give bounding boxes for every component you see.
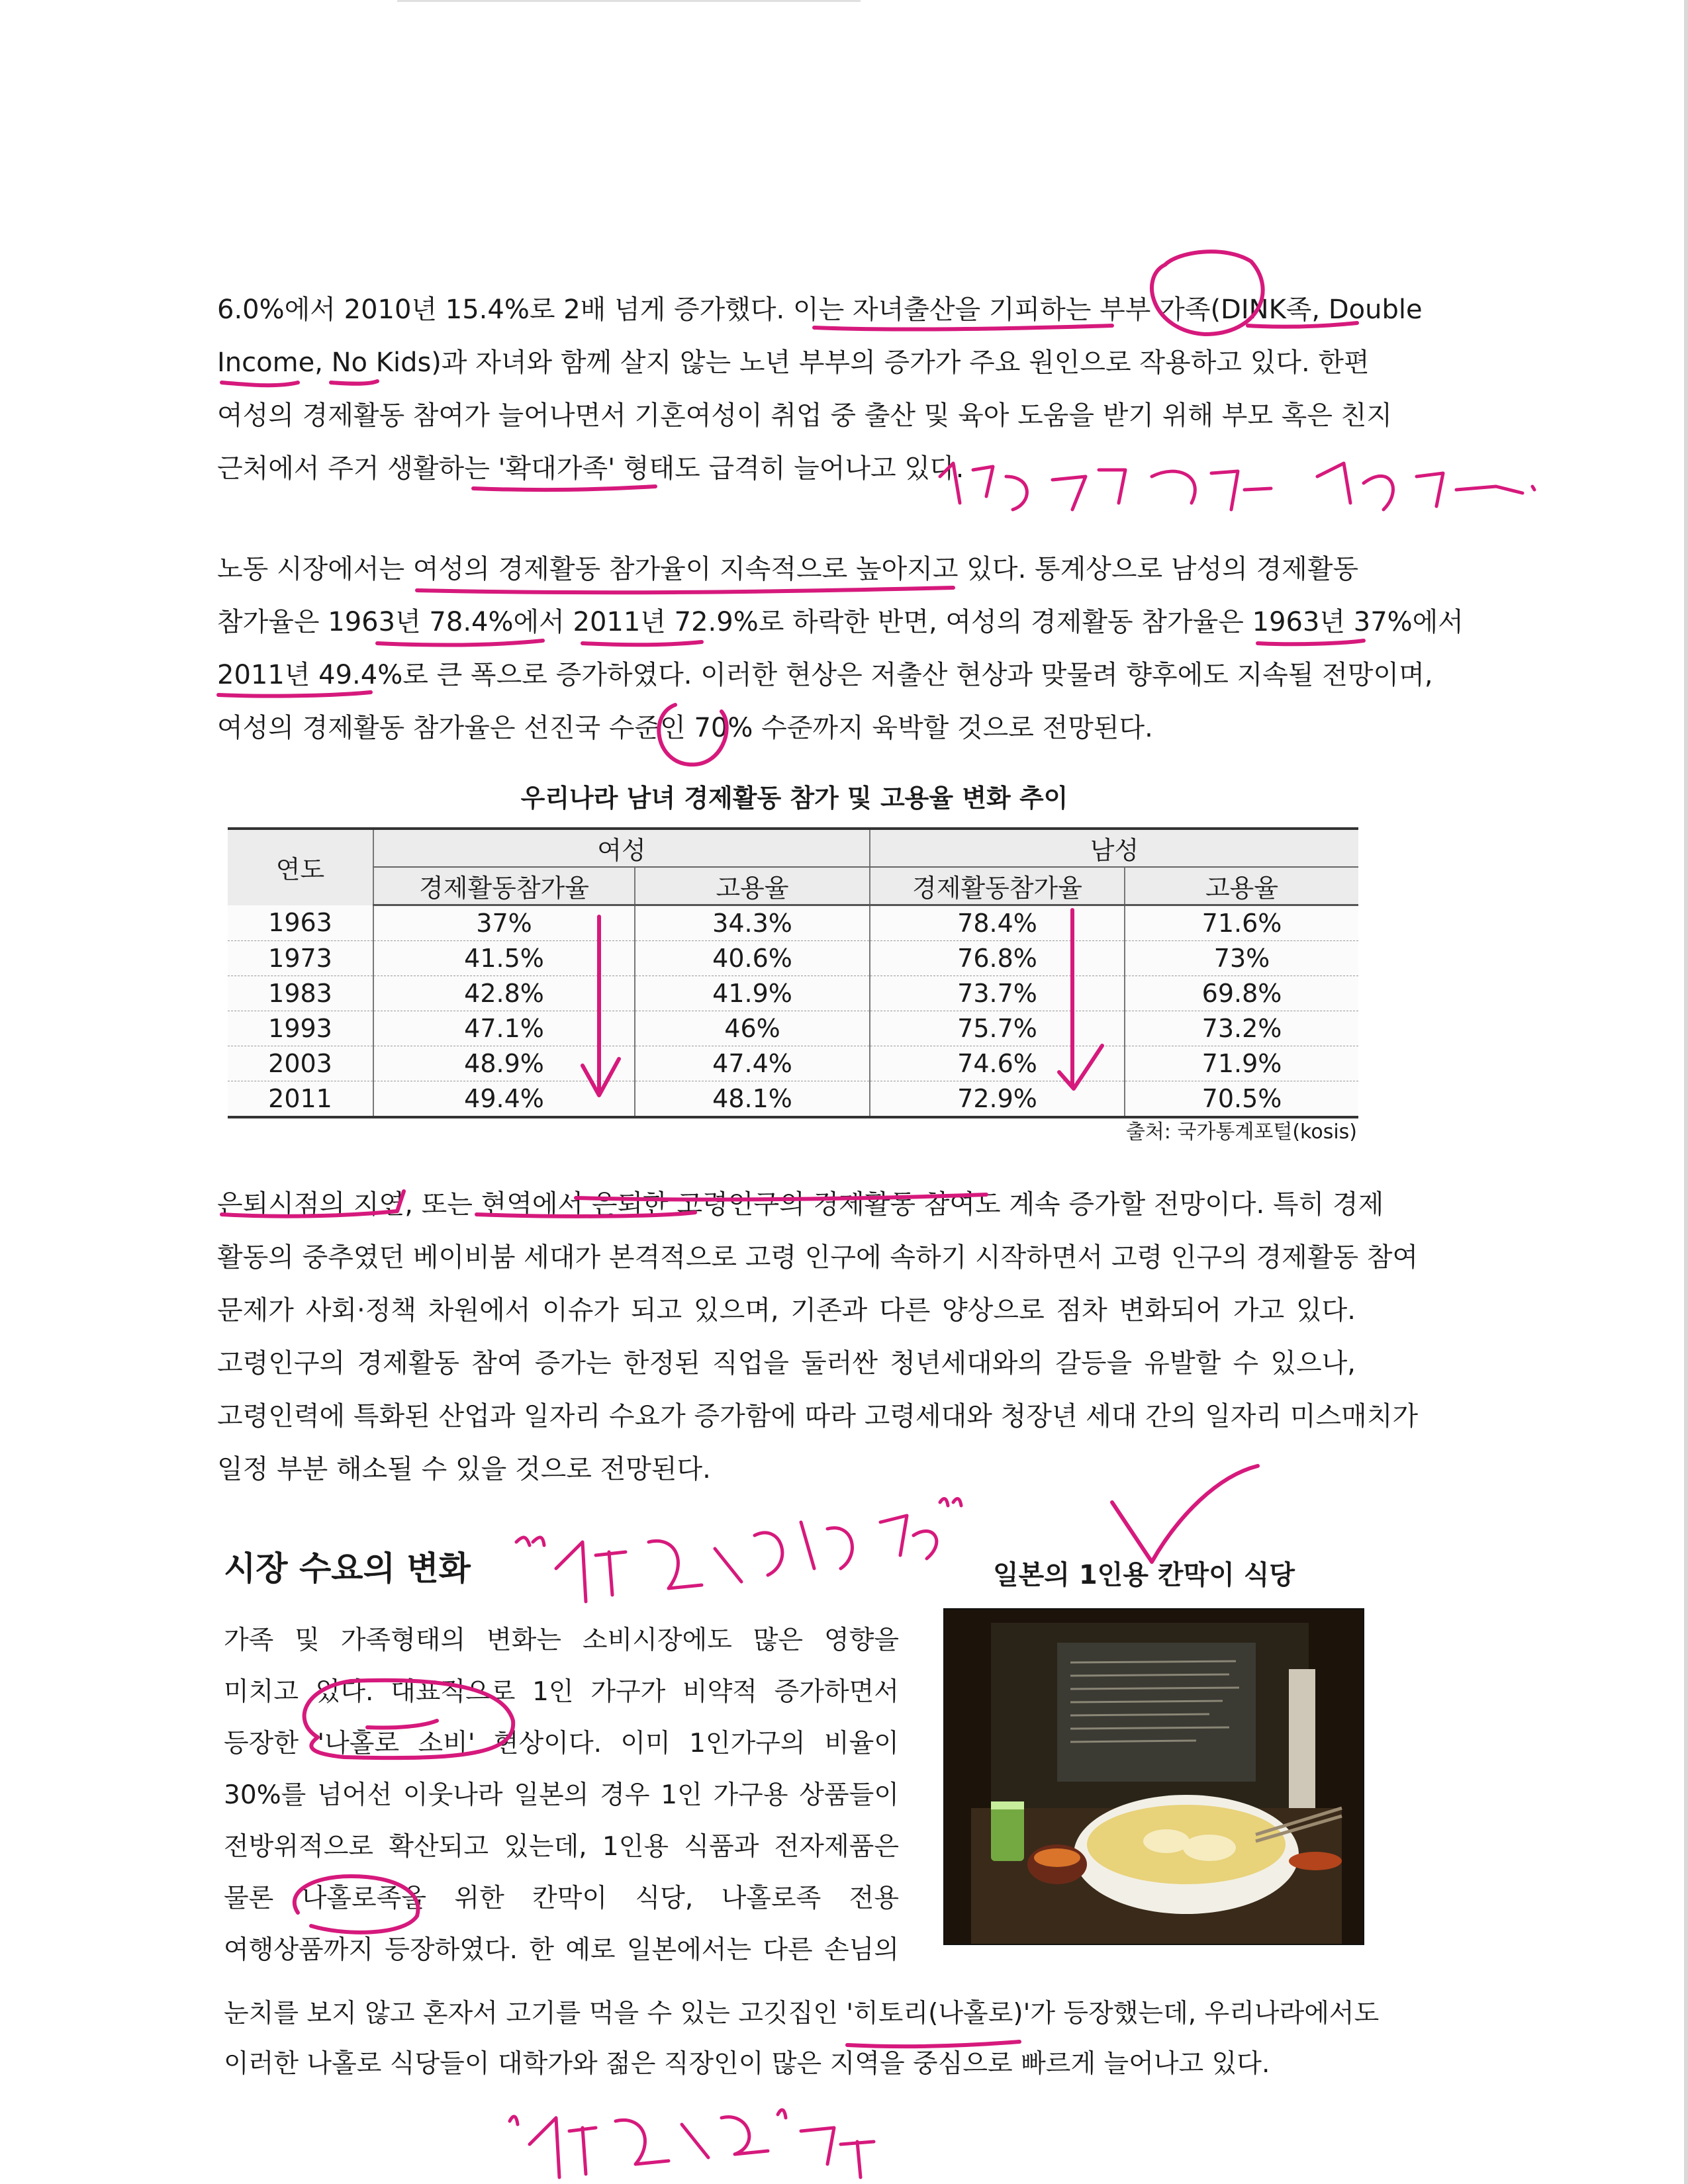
cell: 76.8% — [870, 941, 1125, 976]
cell: 69.8% — [1125, 976, 1358, 1011]
cell: 46% — [635, 1011, 870, 1046]
cell: 73.2% — [1125, 1011, 1358, 1046]
figure-caption: 일본의 1인용 칸막이 식당 — [993, 1560, 1295, 1590]
table-row — [228, 941, 1358, 976]
text-line: 근처에서 주거 생활하는 '확대가족' 형태도 급격히 늘어나고 있다. — [217, 453, 964, 484]
male-header: 남성 — [870, 829, 1358, 867]
cell: 73.7% — [870, 976, 1125, 1011]
cell: 47.4% — [635, 1046, 870, 1081]
text-line: 물론 나홀로족을 위한 칸막이 식당, 나홀로족 전용 — [224, 1884, 899, 1913]
cell: 41.9% — [635, 976, 870, 1011]
table-row — [228, 1081, 1358, 1118]
handwritten-note-solo-consumption — [516, 1499, 961, 1602]
scan-top-edge — [397, 0, 861, 2]
table-source: 출처: 국가통계포털(kosis) — [1125, 1120, 1357, 1144]
table-title: 우리나라 남녀 경제활동 참가 및 고용율 변화 추이 — [520, 784, 1068, 813]
paragraph-solo-consumption — [224, 1615, 899, 1976]
text-line: 2011년 49.4%로 큰 폭으로 증가하였다. 이러한 현상은 저출산 현상과 맞물려 향후에도 지속될 전망이며, — [217, 660, 1433, 690]
text-line: 가족 및 가족형태의 변화는 소비시장에도 많은 영향을 — [224, 1625, 899, 1655]
cell: 72.9% — [870, 1081, 1125, 1118]
cell: 41.5% — [373, 941, 635, 976]
paragraph-aging-workforce — [217, 1178, 1419, 1496]
year-cell: 1963 — [228, 905, 373, 941]
text-line: 고령인구의 경제활동 참여 증가는 한정된 직업을 둘러싼 청년세대와의 갈등을 유발할 수 있으나, — [217, 1348, 1356, 1379]
text-line: 6.0%에서 2010년 15.4%로 2배 넘게 증가했다. 이는 자녀출산을 기피하는 부부 가족(DINK족, Double — [217, 295, 1423, 325]
year-cell: 2011 — [228, 1081, 373, 1118]
year-cell: 1973 — [228, 941, 373, 976]
cell: 37% — [373, 905, 635, 941]
male-participation-header: 경제활동참가율 — [870, 867, 1125, 905]
participation-table — [228, 827, 1358, 1118]
text-line: 눈치를 보지 않고 혼자서 고기를 먹을 수 있는 고깃집인 '히토리(나홀로)'가 등장했는데, 우리나라에서도 — [224, 1999, 1380, 2028]
cell: 74.6% — [870, 1046, 1125, 1081]
paragraph-solo-restaurants — [224, 1989, 1380, 2089]
cell: 48.1% — [635, 1081, 870, 1118]
table-row — [228, 905, 1358, 941]
text-line: 활동의 중추였던 베이비붐 세대가 본격적으로 고령 인구에 속하기 시작하면서 고령 인구의 경제활동 참여 — [217, 1242, 1419, 1273]
year-cell: 1993 — [228, 1011, 373, 1046]
year-cell: 1983 — [228, 976, 373, 1011]
text-line: 참가율은 1963년 78.4%에서 2011년 72.9%로 하락한 반면, 여성의 경제활동 참가율은 1963년 37%에서 — [217, 607, 1464, 637]
cell: 40.6% — [635, 941, 870, 976]
cell: 75.7% — [870, 1011, 1125, 1046]
text-line: 은퇴시점의 지연, 또는 현역에서 은퇴한 고령인구의 경제활동 참여도 계속 증가할 전망이다. 특히 경제 — [217, 1189, 1384, 1220]
cell: 71.6% — [1125, 905, 1358, 941]
cell: 47.1% — [373, 1011, 635, 1046]
text-line: 일정 부분 해소될 수 있을 것으로 전망된다. — [217, 1454, 711, 1484]
cell: 78.4% — [870, 905, 1125, 941]
text-line: 여행상품까지 등장하였다. 한 예로 일본에서는 다른 손님의 — [224, 1935, 899, 1965]
text-line: 고령인력에 특화된 산업과 일자리 수요가 증가함에 따라 고령세대와 청장년 세대 간의 일자리 미스매치가 — [217, 1401, 1419, 1432]
handwritten-note-solo-tribe — [510, 2110, 874, 2177]
text-line: 전방위적으로 확산되고 있는데, 1인용 식품과 전자제품은 — [224, 1832, 899, 1862]
cell: 42.8% — [373, 976, 635, 1011]
booth-meal-image — [945, 1610, 1363, 1944]
cell: 71.9% — [1125, 1046, 1358, 1081]
paragraph-household-change — [217, 283, 1423, 495]
text-line: 여성의 경제활동 참가율은 선진국 수준인 70% 수준까지 육박할 것으로 전망된다. — [217, 713, 1153, 743]
text-line: 등장한 '나홀로 소비' 현상이다. 이미 1인가구의 비율이 — [224, 1729, 899, 1758]
male-employment-header: 고용율 — [1125, 867, 1358, 905]
cell: 70.5% — [1125, 1081, 1358, 1118]
section-title: 시장 수요의 변화 — [224, 1549, 471, 1588]
year-header: 연도 — [228, 829, 373, 905]
scan-right-edge — [1684, 0, 1688, 2184]
paragraph-labor-market — [217, 543, 1464, 754]
table-row — [228, 1046, 1358, 1081]
cell: 73% — [1125, 941, 1358, 976]
text-line: 문제가 사회·정책 차원에서 이슈가 되고 있으며, 기존과 다른 양상으로 점차 변화되어 가고 있다. — [217, 1295, 1356, 1326]
cell: 34.3% — [635, 905, 870, 941]
restaurant-photo — [943, 1608, 1364, 1945]
female-employment-header: 고용율 — [635, 867, 870, 905]
text-line: 이러한 나홀로 식당들이 대학가와 젊은 직장인이 많은 지역을 중심으로 빠르게 늘어나고 있다. — [224, 2049, 1270, 2079]
female-participation-header: 경제활동참가율 — [373, 867, 635, 905]
cell: 48.9% — [373, 1046, 635, 1081]
female-header: 여성 — [373, 829, 870, 867]
table-row — [228, 976, 1358, 1011]
text-line: 여성의 경제활동 참여가 늘어나면서 기혼여성이 취업 중 출산 및 육아 도움을 받기 위해 부모 혹은 친지 — [217, 400, 1392, 431]
text-line: 노동 시장에서는 여성의 경제활동 참가율이 지속적으로 높아지고 있다. 통계상으로 남성의 경제활동 — [217, 554, 1359, 584]
text-line: 미치고 있다. 대표적으로 1인 가구가 비약적 증가하면서 — [224, 1677, 899, 1707]
table-row — [228, 1011, 1358, 1046]
text-line: Income, No Kids)과 자녀와 함께 살지 않는 노년 부부의 증가가 주요 원인으로 작용하고 있다. 한편 — [217, 347, 1370, 378]
text-line: 30%를 넘어선 이웃나라 일본의 경우 1인 가구용 상품들이 — [224, 1780, 899, 1810]
cell: 49.4% — [373, 1081, 635, 1118]
year-cell: 2003 — [228, 1046, 373, 1081]
